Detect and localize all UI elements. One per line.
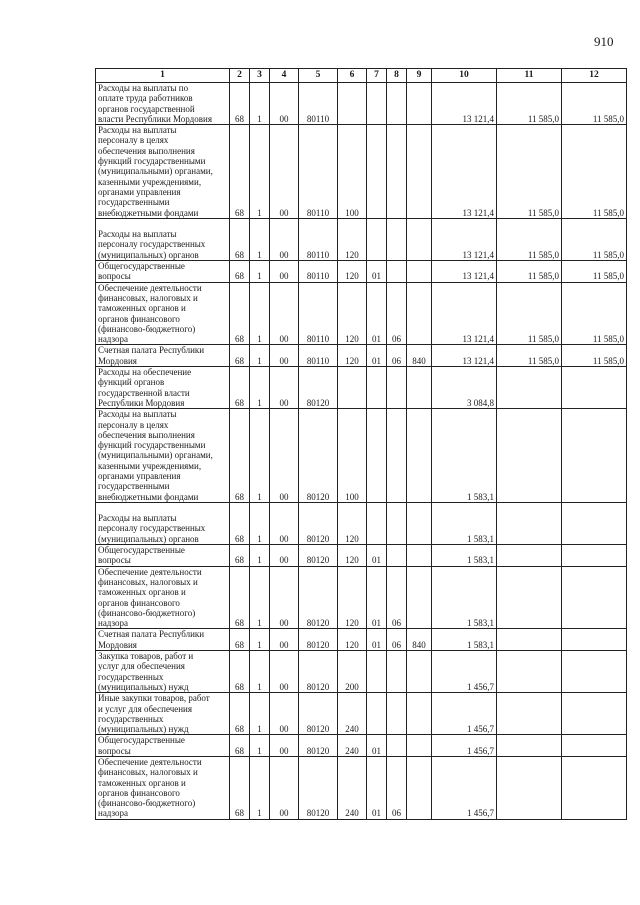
cell-code-6: 240 (338, 735, 367, 757)
cell-code-3: 1 (250, 345, 270, 367)
cell-code-3: 1 (250, 735, 270, 757)
cell-code-6: 120 (338, 345, 367, 367)
cell-code-4: 00 (270, 545, 299, 567)
cell-code-4: 00 (270, 735, 299, 757)
cell-code-6: 120 (338, 545, 367, 567)
cell-description: Обеспечение деятельности финансовых, налоговых и таможенных органов и органов финансового (финансово-бюджетного) надзора (96, 566, 230, 629)
table-row (96, 566, 627, 629)
cell-amount-11 (497, 735, 562, 757)
cell-code-5: 80120 (299, 566, 338, 629)
cell-code-2: 68 (230, 693, 250, 735)
cell-code-2: 68 (230, 409, 250, 503)
cell-code-9: 840 (407, 629, 432, 651)
table-row (96, 218, 627, 260)
cell-amount-11 (497, 367, 562, 409)
cell-code-3: 1 (250, 757, 270, 820)
cell-code-4: 00 (270, 367, 299, 409)
cell-code-7: 01 (367, 757, 387, 820)
cell-code-6: 240 (338, 693, 367, 735)
cell-code-3: 1 (250, 693, 270, 735)
cell-code-4: 00 (270, 409, 299, 503)
cell-code-3: 1 (250, 629, 270, 651)
cell-code-3: 1 (250, 125, 270, 219)
cell-code-3: 1 (250, 367, 270, 409)
cell-amount-12 (562, 735, 627, 757)
cell-code-8 (387, 367, 407, 409)
cell-code-2: 68 (230, 125, 250, 219)
cell-description: Расходы на выплаты персоналу в целях обеспечения выполнения функций государственными (муниципальными) органами, казенными учреждениями, органами управления государственными внебюджетными фондами (96, 125, 230, 219)
cell-code-9 (407, 651, 432, 693)
cell-amount-10: 1 456,7 (432, 757, 497, 820)
cell-code-7 (367, 367, 387, 409)
cell-code-3: 1 (250, 218, 270, 260)
cell-code-8: 06 (387, 566, 407, 629)
page-number: 910 (594, 34, 614, 49)
cell-amount-12 (562, 757, 627, 820)
cell-code-4: 00 (270, 693, 299, 735)
cell-description: Расходы на выплаты персоналу в целях обеспечения выполнения функций государственными (муниципальными) органами, казенными учреждениями, органами управления государственными внебюджетными фондами (96, 409, 230, 503)
cell-amount-12 (562, 629, 627, 651)
cell-amount-11 (497, 545, 562, 567)
cell-description: Общегосударственные вопросы (96, 261, 230, 283)
cell-code-7 (367, 651, 387, 693)
cell-code-8: 06 (387, 757, 407, 820)
cell-code-7: 01 (367, 566, 387, 629)
cell-code-6: 120 (338, 566, 367, 629)
cell-code-2: 68 (230, 651, 250, 693)
cell-amount-12: 11 585,0 (562, 345, 627, 367)
table-row (96, 125, 627, 219)
cell-amount-12: 11 585,0 (562, 282, 627, 345)
cell-amount-11 (497, 409, 562, 503)
cell-code-2: 68 (230, 261, 250, 283)
cell-code-4: 00 (270, 566, 299, 629)
table-row (96, 629, 627, 651)
cell-amount-12: 11 585,0 (562, 261, 627, 283)
cell-code-7 (367, 502, 387, 544)
cell-code-4: 00 (270, 261, 299, 283)
cell-code-5: 80120 (299, 693, 338, 735)
cell-code-4: 00 (270, 83, 299, 125)
header-col-6: 6 (338, 69, 367, 83)
cell-code-8 (387, 502, 407, 544)
budget-table (95, 68, 627, 820)
cell-code-3: 1 (250, 261, 270, 283)
cell-amount-10: 1 456,7 (432, 651, 497, 693)
cell-code-2: 68 (230, 367, 250, 409)
table-row (96, 282, 627, 345)
cell-amount-10: 13 121,4 (432, 83, 497, 125)
cell-code-7 (367, 218, 387, 260)
cell-code-6: 120 (338, 502, 367, 544)
cell-code-4: 00 (270, 125, 299, 219)
cell-code-5: 80110 (299, 345, 338, 367)
cell-amount-11 (497, 566, 562, 629)
cell-code-7: 01 (367, 545, 387, 567)
cell-code-2: 68 (230, 757, 250, 820)
cell-code-5: 80120 (299, 757, 338, 820)
cell-code-6 (338, 83, 367, 125)
cell-code-8 (387, 693, 407, 735)
cell-code-6: 100 (338, 125, 367, 219)
cell-code-4: 00 (270, 282, 299, 345)
header-col-3: 3 (250, 69, 270, 83)
cell-code-9: 840 (407, 345, 432, 367)
cell-code-9 (407, 83, 432, 125)
table-row (96, 735, 627, 757)
table-row (96, 757, 627, 820)
cell-amount-11: 11 585,0 (497, 125, 562, 219)
cell-description: Расходы на обеспечение функций органов государственной власти Республики Мордовия (96, 367, 230, 409)
cell-code-5: 80110 (299, 282, 338, 345)
cell-code-7: 01 (367, 261, 387, 283)
cell-amount-12: 11 585,0 (562, 125, 627, 219)
cell-code-5: 80120 (299, 502, 338, 544)
cell-amount-11: 11 585,0 (497, 83, 562, 125)
cell-description: Счетная палата Республики Мордовия (96, 629, 230, 651)
header-col-11: 11 (497, 69, 562, 83)
cell-description: Обеспечение деятельности финансовых, налоговых и таможенных органов и органов финансового (финансово-бюджетного) надзора (96, 282, 230, 345)
cell-code-7: 01 (367, 345, 387, 367)
cell-description: Расходы на выплаты персоналу государственных (муниципальных) органов (96, 218, 230, 260)
cell-code-9 (407, 757, 432, 820)
cell-amount-10: 1 583,1 (432, 566, 497, 629)
cell-code-7 (367, 693, 387, 735)
cell-code-8 (387, 83, 407, 125)
cell-code-4: 00 (270, 757, 299, 820)
cell-code-9 (407, 566, 432, 629)
cell-code-5: 80120 (299, 735, 338, 757)
cell-code-6 (338, 367, 367, 409)
cell-code-8 (387, 125, 407, 219)
cell-amount-12 (562, 566, 627, 629)
cell-amount-10: 1 583,1 (432, 409, 497, 503)
table-row (96, 83, 627, 125)
cell-code-5: 80120 (299, 545, 338, 567)
cell-amount-10: 13 121,4 (432, 261, 497, 283)
cell-amount-10: 1 456,7 (432, 735, 497, 757)
cell-code-3: 1 (250, 545, 270, 567)
cell-code-4: 00 (270, 651, 299, 693)
cell-code-5: 80110 (299, 218, 338, 260)
cell-amount-10: 13 121,4 (432, 125, 497, 219)
cell-code-9 (407, 735, 432, 757)
table-row (96, 345, 627, 367)
cell-code-5: 80110 (299, 261, 338, 283)
header-col-2: 2 (230, 69, 250, 83)
cell-code-2: 68 (230, 345, 250, 367)
cell-description: Расходы на выплаты по оплате труда работников органов государственной власти Республики Мордовия (96, 83, 230, 125)
table-header-row (96, 69, 627, 83)
cell-code-8: 06 (387, 345, 407, 367)
cell-code-2: 68 (230, 83, 250, 125)
cell-amount-10: 1 583,1 (432, 545, 497, 567)
cell-code-7 (367, 125, 387, 219)
cell-code-8 (387, 218, 407, 260)
header-col-12: 12 (562, 69, 627, 83)
table-row (96, 651, 627, 693)
cell-description: Закупка товаров, работ и услуг для обеспечения государственных (муниципальных) нужд (96, 651, 230, 693)
table-row (96, 367, 627, 409)
cell-code-5: 80120 (299, 367, 338, 409)
cell-description: Иные закупки товаров, работ и услуг для обеспечения государственных (муниципальных) нужд (96, 693, 230, 735)
cell-code-4: 00 (270, 629, 299, 651)
cell-code-6: 200 (338, 651, 367, 693)
header-col-7: 7 (367, 69, 387, 83)
cell-description: Общегосударственные вопросы (96, 545, 230, 567)
table-row (96, 261, 627, 283)
cell-code-9 (407, 282, 432, 345)
cell-code-3: 1 (250, 502, 270, 544)
cell-code-4: 00 (270, 502, 299, 544)
cell-amount-10: 13 121,4 (432, 345, 497, 367)
cell-code-4: 00 (270, 345, 299, 367)
cell-code-9 (407, 409, 432, 503)
cell-amount-10: 1 583,1 (432, 629, 497, 651)
cell-code-3: 1 (250, 651, 270, 693)
header-col-8: 8 (387, 69, 407, 83)
cell-amount-11: 11 585,0 (497, 282, 562, 345)
cell-code-8 (387, 409, 407, 503)
cell-amount-11 (497, 757, 562, 820)
cell-code-6: 240 (338, 757, 367, 820)
cell-code-8: 06 (387, 629, 407, 651)
cell-code-2: 68 (230, 502, 250, 544)
cell-code-9 (407, 545, 432, 567)
cell-code-6: 100 (338, 409, 367, 503)
cell-description: Обеспечение деятельности финансовых, налоговых и таможенных органов и органов финансового (финансово-бюджетного) надзора (96, 757, 230, 820)
cell-code-8 (387, 735, 407, 757)
table-row (96, 693, 627, 735)
header-col-4: 4 (270, 69, 299, 83)
cell-code-7: 01 (367, 735, 387, 757)
header-col-9: 9 (407, 69, 432, 83)
cell-code-6: 120 (338, 261, 367, 283)
cell-amount-11 (497, 629, 562, 651)
cell-amount-11 (497, 502, 562, 544)
cell-code-5: 80110 (299, 125, 338, 219)
cell-code-9 (407, 261, 432, 283)
cell-code-2: 68 (230, 735, 250, 757)
cell-code-2: 68 (230, 566, 250, 629)
cell-code-7: 01 (367, 282, 387, 345)
cell-code-5: 80120 (299, 409, 338, 503)
cell-amount-10: 1 583,1 (432, 502, 497, 544)
cell-code-3: 1 (250, 282, 270, 345)
cell-code-7 (367, 83, 387, 125)
cell-code-5: 80120 (299, 629, 338, 651)
cell-amount-12: 11 585,0 (562, 83, 627, 125)
cell-code-8: 06 (387, 282, 407, 345)
cell-code-3: 1 (250, 566, 270, 629)
cell-code-9 (407, 502, 432, 544)
cell-code-3: 1 (250, 409, 270, 503)
cell-amount-12 (562, 545, 627, 567)
cell-description: Счетная палата Республики Мордовия (96, 345, 230, 367)
cell-code-9 (407, 125, 432, 219)
cell-amount-12 (562, 651, 627, 693)
cell-code-9 (407, 218, 432, 260)
cell-amount-11 (497, 693, 562, 735)
cell-description: Расходы на выплаты персоналу государственных (муниципальных) органов (96, 502, 230, 544)
cell-code-8 (387, 545, 407, 567)
cell-amount-11: 11 585,0 (497, 345, 562, 367)
cell-code-4: 00 (270, 218, 299, 260)
table-row (96, 409, 627, 503)
table-row (96, 502, 627, 544)
cell-code-6: 120 (338, 282, 367, 345)
cell-amount-10: 13 121,4 (432, 282, 497, 345)
cell-amount-12 (562, 367, 627, 409)
cell-code-6: 120 (338, 218, 367, 260)
header-col-5: 5 (299, 69, 338, 83)
cell-amount-12: 11 585,0 (562, 218, 627, 260)
table-row (96, 545, 627, 567)
cell-description: Общегосударственные вопросы (96, 735, 230, 757)
cell-code-6: 120 (338, 629, 367, 651)
cell-amount-10: 1 456,7 (432, 693, 497, 735)
cell-amount-11: 11 585,0 (497, 218, 562, 260)
cell-code-2: 68 (230, 545, 250, 567)
cell-amount-11 (497, 651, 562, 693)
cell-amount-11: 11 585,0 (497, 261, 562, 283)
cell-code-8 (387, 261, 407, 283)
cell-amount-12 (562, 502, 627, 544)
cell-code-5: 80110 (299, 83, 338, 125)
cell-amount-10: 3 084,8 (432, 367, 497, 409)
cell-code-3: 1 (250, 83, 270, 125)
cell-amount-10: 13 121,4 (432, 218, 497, 260)
header-col-1: 1 (96, 69, 230, 83)
header-col-10: 10 (432, 69, 497, 83)
cell-code-7: 01 (367, 629, 387, 651)
cell-amount-12 (562, 409, 627, 503)
cell-code-5: 80120 (299, 651, 338, 693)
cell-amount-12 (562, 693, 627, 735)
cell-code-2: 68 (230, 218, 250, 260)
cell-code-8 (387, 651, 407, 693)
cell-code-7 (367, 409, 387, 503)
cell-code-2: 68 (230, 282, 250, 345)
cell-code-9 (407, 367, 432, 409)
cell-code-9 (407, 693, 432, 735)
cell-code-2: 68 (230, 629, 250, 651)
